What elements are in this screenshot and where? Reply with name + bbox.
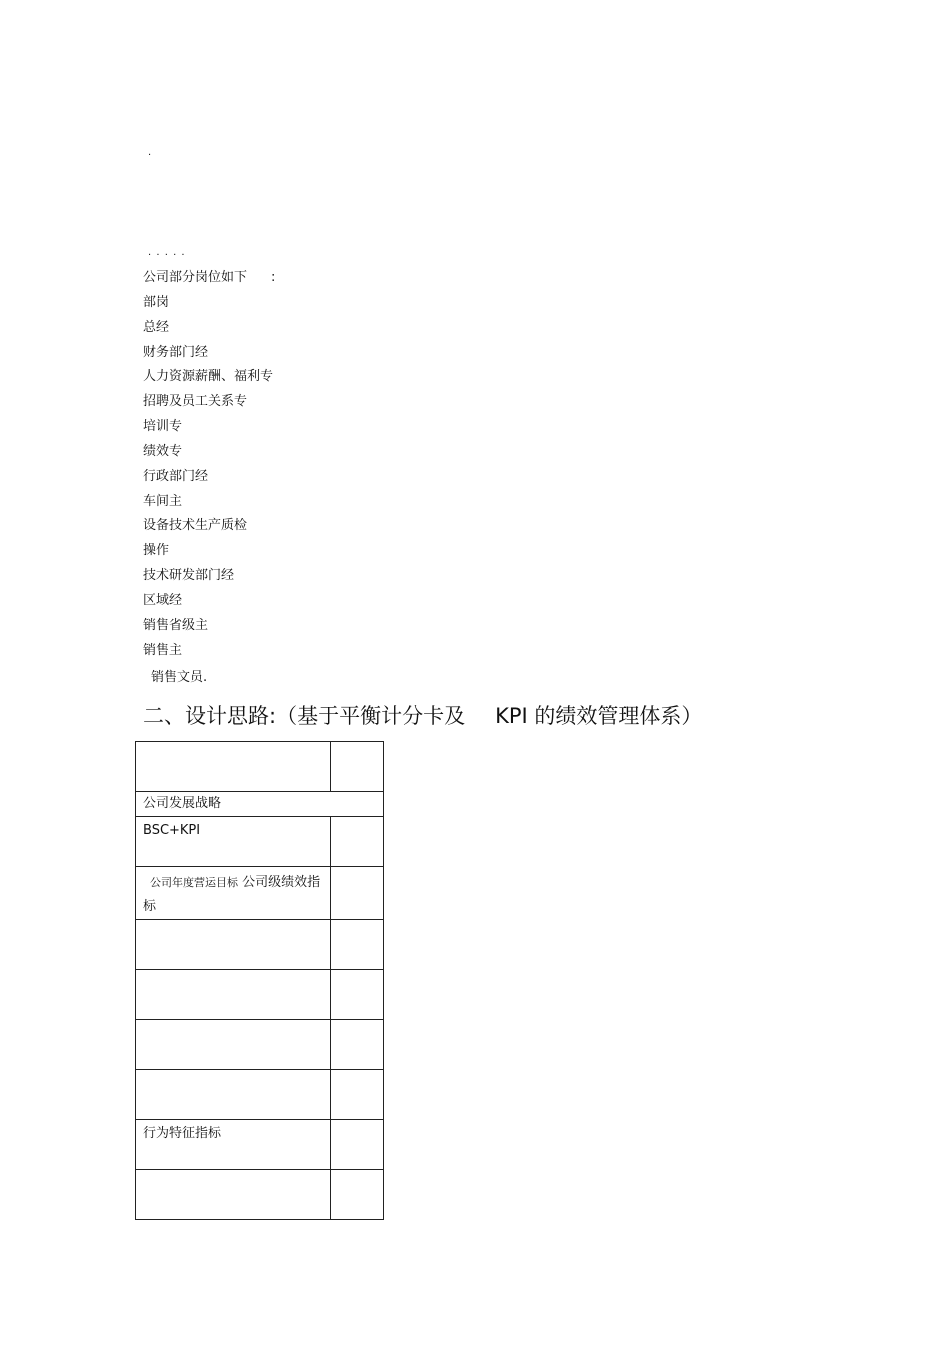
position-item: 部岗 <box>143 294 170 310</box>
dots-row: · · · · · <box>148 250 186 261</box>
table-cell <box>331 970 384 1020</box>
position-item: 设备技术生产质检 <box>143 518 248 534</box>
table-row <box>136 920 384 970</box>
position-item: 人力资源薪酬、福利专 <box>143 369 274 385</box>
table-row <box>136 742 384 792</box>
table-row <box>136 970 384 1020</box>
table-cell <box>136 1020 331 1070</box>
table-row <box>136 1070 384 1120</box>
annual-label <box>136 867 330 919</box>
table-cell-behavior <box>136 1120 331 1170</box>
heading-part1: 二、设计思路:（基于平衡计分卡及 <box>143 704 466 728</box>
table-row-behavior <box>136 1120 384 1170</box>
intro-colon: : <box>271 270 276 285</box>
table-cell <box>331 742 384 792</box>
behavior-label: 行为特征指标 <box>143 1126 222 1141</box>
heading-part2: KPI 的绩效管理体系） <box>495 704 703 728</box>
position-list <box>143 266 275 664</box>
position-item: 绩效专 <box>143 443 183 459</box>
table-row-bsc <box>136 817 384 867</box>
position-item: 销售省级主 <box>143 617 209 633</box>
table-cell <box>136 1070 331 1120</box>
table-cell-annual <box>136 867 331 920</box>
table-cell <box>331 1020 384 1070</box>
table-row-strategy <box>136 792 384 817</box>
intro-line <box>143 266 275 291</box>
position-item: 招聘及员工关系专 <box>143 394 248 410</box>
strategy-label: 公司发展战略 <box>143 796 222 811</box>
table-cell <box>331 1170 384 1220</box>
top-mark: · <box>148 150 152 161</box>
table-row <box>136 1020 384 1070</box>
table-cell-strategy <box>136 792 384 817</box>
position-item: 总经 <box>143 319 170 335</box>
table-row-annual <box>136 867 384 920</box>
intro-label: 公司部分岗位如下 <box>143 270 248 285</box>
design-framework-table <box>135 741 384 1220</box>
annual-label-small: 公司年度营运目标 <box>150 876 238 889</box>
annual-label-rest: 公司级绩效指标 <box>143 875 321 914</box>
table-cell <box>136 970 331 1020</box>
position-item: 培训专 <box>143 419 183 435</box>
position-item: 财务部门经 <box>143 344 209 360</box>
table-cell <box>331 1120 384 1170</box>
position-item: 技术研发部门经 <box>143 568 235 584</box>
position-item: 行政部门经 <box>143 468 209 484</box>
table-cell <box>136 742 331 792</box>
position-item: 操作 <box>143 543 170 559</box>
table-cell <box>331 867 384 920</box>
position-item: 车间主 <box>143 493 183 509</box>
section-heading <box>143 700 702 732</box>
position-item: 销售主 <box>143 642 183 658</box>
bsc-label: BSC+KPI <box>143 823 201 838</box>
table-cell <box>331 817 384 867</box>
table-cell <box>331 920 384 970</box>
table-cell-bsc <box>136 817 331 867</box>
table-row <box>136 1170 384 1220</box>
position-item: 区域经 <box>143 592 183 608</box>
table-cell <box>136 920 331 970</box>
table-cell <box>136 1170 331 1220</box>
last-position-item: 销售文员. <box>151 670 208 685</box>
table-cell <box>331 1070 384 1120</box>
